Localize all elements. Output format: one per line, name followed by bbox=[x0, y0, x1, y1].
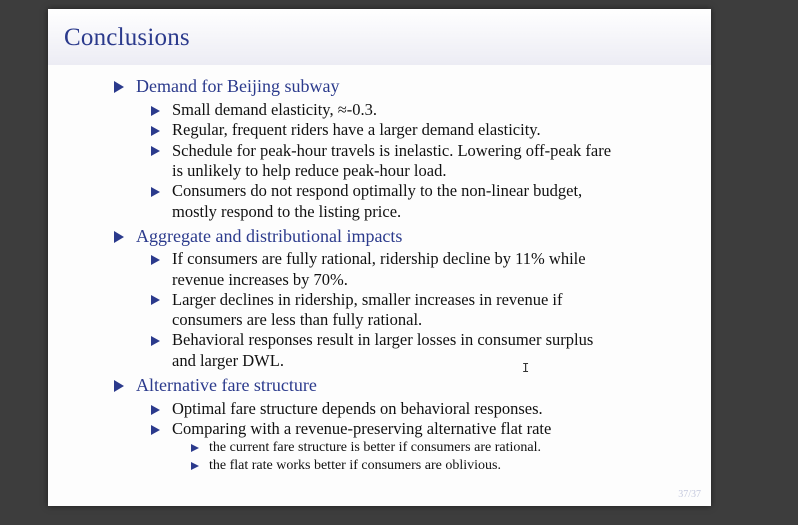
list-item: Comparing with a revenue-preserving alternative flat rate bbox=[172, 419, 552, 438]
text-cursor-icon: I bbox=[522, 361, 530, 375]
list-item: Small demand elasticity, ≈-0.3. bbox=[172, 100, 378, 119]
list-item: Optimal fare structure depends on behavioral responses. bbox=[172, 399, 543, 418]
slide-content bbox=[48, 9, 711, 506]
list-item-continuation: revenue increases by 70%. bbox=[172, 270, 348, 289]
slide-title: Conclusions bbox=[64, 24, 190, 51]
section-heading: Demand for Beijing subway bbox=[136, 76, 340, 96]
list-item-continuation: mostly respond to the listing price. bbox=[172, 202, 402, 221]
section-heading: Alternative fare structure bbox=[136, 375, 317, 395]
item-bullet-icon bbox=[151, 126, 160, 136]
item-bullet-icon bbox=[151, 187, 160, 197]
subitem-bullet-icon bbox=[191, 444, 199, 452]
list-item: Regular, frequent riders have a larger demand elasticity. bbox=[172, 120, 541, 139]
item-bullet-icon bbox=[151, 336, 160, 346]
list-item-continuation: is unlikely to help reduce peak-hour load. bbox=[172, 161, 447, 180]
section-bullet-icon bbox=[114, 380, 124, 392]
subitem-bullet-icon bbox=[191, 462, 199, 470]
list-item-continuation: and larger DWL. bbox=[172, 351, 284, 370]
list-subitem: the flat rate works better if consumers are oblivious. bbox=[209, 458, 501, 473]
list-item-continuation: consumers are less than fully rational. bbox=[172, 310, 423, 329]
item-bullet-icon bbox=[151, 106, 160, 116]
item-bullet-icon bbox=[151, 255, 160, 265]
list-item: Consumers do not respond optimally to the non-linear budget, bbox=[172, 181, 583, 200]
item-bullet-icon bbox=[151, 425, 160, 435]
list-item: Schedule for peak-hour travels is inelastic. Lowering off-peak fare bbox=[172, 141, 612, 160]
list-item: Larger declines in ridership, smaller increases in revenue if bbox=[172, 290, 563, 309]
section-bullet-icon bbox=[114, 81, 124, 93]
item-bullet-icon bbox=[151, 146, 160, 156]
list-item: Behavioral responses result in larger losses in consumer surplus bbox=[172, 330, 594, 349]
presentation-slide bbox=[48, 9, 711, 506]
list-item: If consumers are fully rational, ridership decline by 11% while bbox=[172, 249, 586, 268]
section-heading: Aggregate and distributional impacts bbox=[136, 226, 403, 246]
item-bullet-icon bbox=[151, 295, 160, 305]
list-subitem: the current fare structure is better if consumers are rational. bbox=[209, 440, 541, 455]
section-bullet-icon bbox=[114, 231, 124, 243]
page-number: 37/37 bbox=[678, 489, 701, 500]
item-bullet-icon bbox=[151, 405, 160, 415]
